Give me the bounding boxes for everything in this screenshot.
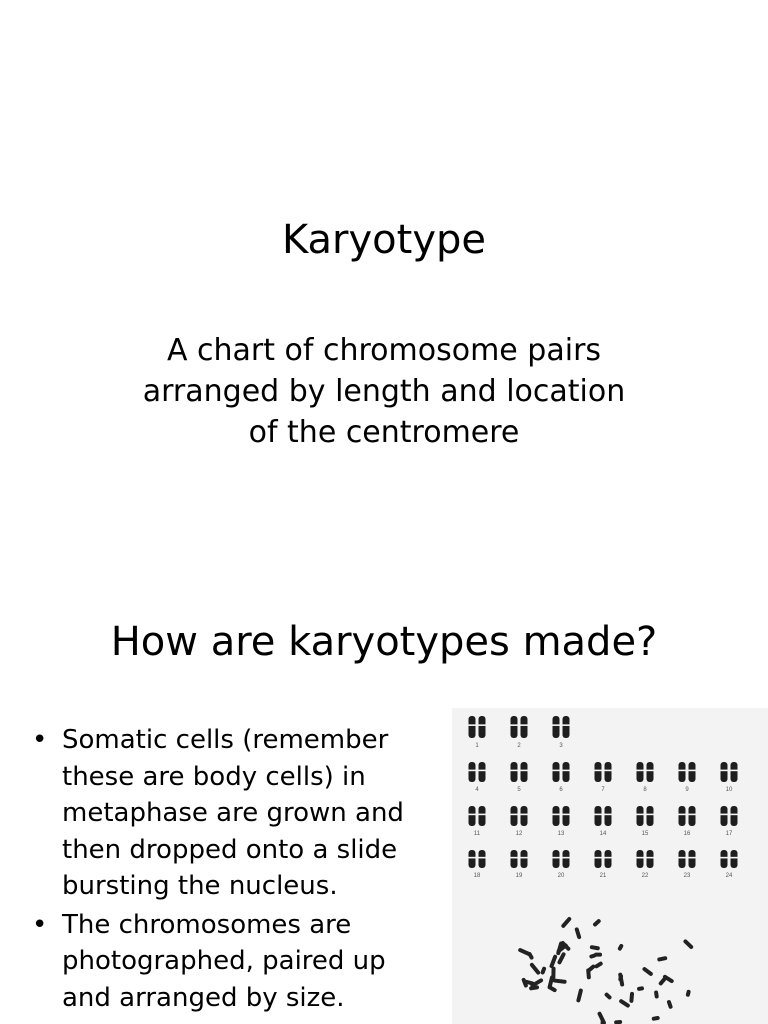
chromosome-number: 4 <box>475 787 479 793</box>
chromosome <box>685 989 691 997</box>
chromosome <box>642 966 654 976</box>
chromosome <box>618 998 630 1008</box>
chromosome <box>666 1000 673 1010</box>
chromosome <box>595 762 602 782</box>
centromere-band <box>604 814 613 816</box>
chromosome <box>605 762 612 782</box>
bullet-item <box>26 907 426 1017</box>
chromosome-number: 15 <box>641 831 649 837</box>
centromere-band <box>730 770 739 772</box>
karyotype-image <box>452 708 768 1024</box>
bullet-line: these are body cells) in <box>62 761 366 792</box>
metaphase-spread <box>518 916 694 1024</box>
chromosome <box>511 806 518 826</box>
bullet-line: metaphase are grown and <box>62 798 404 828</box>
centromere-band <box>678 770 687 772</box>
centromere-band <box>730 857 739 859</box>
centromere-band <box>720 857 729 859</box>
centromere-band <box>562 814 571 816</box>
centromere-band <box>720 814 729 816</box>
chromosome <box>605 806 612 826</box>
chromosome <box>637 850 644 868</box>
chromosome <box>637 986 645 991</box>
chromosome <box>689 762 696 782</box>
chromosome-pair <box>636 806 655 826</box>
chromosome-pair <box>594 850 613 868</box>
chromosome <box>552 978 566 984</box>
chromosome-pair <box>678 762 697 782</box>
centromere-band <box>552 814 561 816</box>
chromosome-number: 5 <box>517 787 521 793</box>
bullet-line: • The chromosomes are <box>62 909 352 940</box>
centromere-band <box>562 724 571 726</box>
bullet-list <box>26 722 426 1018</box>
chromosome <box>479 806 486 826</box>
centromere-band <box>468 857 477 859</box>
chromosome <box>604 992 613 1000</box>
chromosome <box>521 762 528 782</box>
centromere-band <box>478 857 487 859</box>
chromosome-number: 16 <box>683 831 691 837</box>
chromosome <box>647 806 654 826</box>
chromosome-pair <box>510 850 529 868</box>
centromere-band <box>730 814 739 816</box>
chromosome-pair <box>720 850 739 868</box>
chromosome <box>521 850 528 868</box>
subtitle-line: arranged by length and location <box>142 374 626 409</box>
centromere-band <box>720 770 729 772</box>
chromosome-pair <box>636 762 655 782</box>
chromosome <box>683 939 694 950</box>
chromosome <box>679 806 686 826</box>
chromosome <box>548 985 558 993</box>
bullet-line: and arranged by size. <box>62 982 345 1013</box>
karyotype-figure <box>452 708 768 1024</box>
chromosome <box>594 961 604 969</box>
chromosome <box>518 947 532 956</box>
chromosome <box>521 716 528 738</box>
chromosome-number: 3 <box>559 743 563 749</box>
slide-how-karyotypes-made <box>0 590 768 1024</box>
chromosome <box>721 806 728 826</box>
chromosome-number: 17 <box>725 831 733 837</box>
chromosome-number: 23 <box>683 873 691 879</box>
chromosome-pair <box>720 806 739 826</box>
chromosome <box>721 762 728 782</box>
centromere-band <box>678 814 687 816</box>
bullet-item <box>26 722 426 905</box>
chromosome-number: 7 <box>601 787 605 793</box>
chromosome <box>521 806 528 826</box>
chromosome <box>529 962 541 975</box>
chromosome <box>553 850 560 868</box>
subtitle-line: A chart of chromosome pairs <box>166 333 602 368</box>
centromere-band <box>646 814 655 816</box>
chromosome-pair <box>510 762 529 782</box>
centromere-band <box>510 814 519 816</box>
chromosome <box>563 716 570 738</box>
centromere-band <box>636 857 645 859</box>
chromosome <box>647 850 654 868</box>
chromosome <box>553 762 560 782</box>
chromosome <box>637 762 644 782</box>
centromere-band <box>604 857 613 859</box>
chromosome-number: 8 <box>643 787 647 793</box>
chromosome <box>689 850 696 868</box>
chromosome-pair <box>510 716 529 738</box>
chromosome-pair <box>468 716 487 738</box>
centromere-band <box>520 814 529 816</box>
chromosome <box>563 850 570 868</box>
centromere-band <box>552 857 561 859</box>
chromosome-pair <box>552 806 571 826</box>
subtitle-line: of the centromere <box>248 415 520 450</box>
chromosome-number: 19 <box>515 873 523 879</box>
centromere-band <box>468 814 477 816</box>
chromosome <box>629 992 634 1003</box>
chromosome <box>679 850 686 868</box>
centromere-band <box>594 857 603 859</box>
chromosome <box>479 716 486 738</box>
chromosome <box>605 850 612 868</box>
chromosome <box>469 806 476 826</box>
chromosome <box>563 762 570 782</box>
chromosome-number: 13 <box>557 831 565 837</box>
centromere-band <box>688 770 697 772</box>
chromosome-pair <box>552 762 571 782</box>
chromosome-pair <box>678 850 697 868</box>
chromosome <box>731 806 738 826</box>
slide-title: How are karyotypes made? <box>110 619 658 665</box>
chromosome <box>595 806 602 826</box>
chromosome-number: 12 <box>515 831 523 837</box>
chromosome <box>469 716 476 738</box>
centromere-band <box>552 770 561 772</box>
chromosome <box>651 1016 660 1021</box>
chromosome <box>689 806 696 826</box>
chromosome-pair <box>552 850 571 868</box>
chromosome-number: 14 <box>599 831 607 837</box>
chromosome-number: 20 <box>557 873 565 879</box>
chromosome <box>511 850 518 868</box>
chromosome-pair <box>636 850 655 868</box>
centromere-band <box>520 857 529 859</box>
chromosome <box>617 943 624 951</box>
chromosome <box>553 716 560 738</box>
centromere-band <box>552 724 561 726</box>
chromosome-pair <box>510 806 529 826</box>
slide-title: Karyotype <box>282 217 486 263</box>
centromere-band <box>678 857 687 859</box>
chromosome <box>511 716 518 738</box>
centromere-band <box>594 814 603 816</box>
bullet-line: • Somatic cells (remember <box>62 725 389 755</box>
centromere-band <box>468 724 477 726</box>
centromere-band <box>688 857 697 859</box>
chromosome <box>592 918 601 927</box>
chromosome <box>679 762 686 782</box>
chromosome-pair <box>594 762 613 782</box>
chromosome <box>469 762 476 782</box>
chromosome <box>551 967 555 980</box>
chromosome-pair <box>552 716 571 738</box>
centromere-band <box>646 857 655 859</box>
bullet-line: photographed, paired up <box>62 946 386 976</box>
chromosome-pair <box>468 850 487 868</box>
chromosome <box>595 850 602 868</box>
chromosome <box>511 762 518 782</box>
chromosome <box>590 945 601 951</box>
centromere-band <box>510 770 519 772</box>
centromere-band <box>636 814 645 816</box>
centromere-band <box>520 770 529 772</box>
chromosome-pair <box>720 762 739 782</box>
chromosome <box>574 927 581 940</box>
centromere-band <box>646 770 655 772</box>
centromere-band <box>604 770 613 772</box>
chromosome-number: 22 <box>641 873 649 879</box>
slide-subtitle <box>84 330 684 453</box>
centromere-band <box>520 724 529 726</box>
chromosome-pair <box>468 762 487 782</box>
chromosome <box>563 806 570 826</box>
centromere-band <box>468 770 477 772</box>
chromosome-number: 9 <box>685 787 689 793</box>
chromosome <box>637 806 644 826</box>
centromere-band <box>510 857 519 859</box>
chromosome-number: 2 <box>517 743 521 749</box>
chromosome-number: 1 <box>475 743 479 749</box>
chromosome <box>731 850 738 868</box>
centromere-band <box>636 770 645 772</box>
chromosome-pair <box>678 806 697 826</box>
chromosome <box>479 762 486 782</box>
chromosome-number: 11 <box>473 831 481 837</box>
chromosome <box>549 954 558 969</box>
chromosome <box>654 990 659 998</box>
centromere-band <box>478 724 487 726</box>
chromosome-number: 10 <box>725 787 733 793</box>
centromere-band <box>688 814 697 816</box>
bullet-line: bursting the nucleus. <box>62 871 338 901</box>
bullet-line: then dropped onto a slide <box>62 834 398 865</box>
chromosome <box>657 956 668 962</box>
chromosome-pair <box>594 806 613 826</box>
centromere-band <box>562 857 571 859</box>
centromere-band <box>562 770 571 772</box>
chromosome <box>561 916 573 928</box>
chromosome <box>731 762 738 782</box>
chromosome <box>553 806 560 826</box>
chromosome-pair <box>468 806 487 826</box>
chromosome-number: 24 <box>725 873 733 879</box>
chromosome <box>540 966 546 975</box>
centromere-band <box>478 814 487 816</box>
chromosome-number: 18 <box>473 873 481 879</box>
centromere-band <box>510 724 519 726</box>
chromosome <box>479 850 486 868</box>
centromere-band <box>478 770 487 772</box>
chromosome <box>614 1020 622 1024</box>
chromosome-number: 6 <box>559 787 563 793</box>
centromere-band <box>594 770 603 772</box>
chromosome <box>576 988 583 1003</box>
chromosome-number: 21 <box>599 873 607 879</box>
chromosome <box>721 850 728 868</box>
chromosome <box>647 762 654 782</box>
chromosome <box>469 850 476 868</box>
